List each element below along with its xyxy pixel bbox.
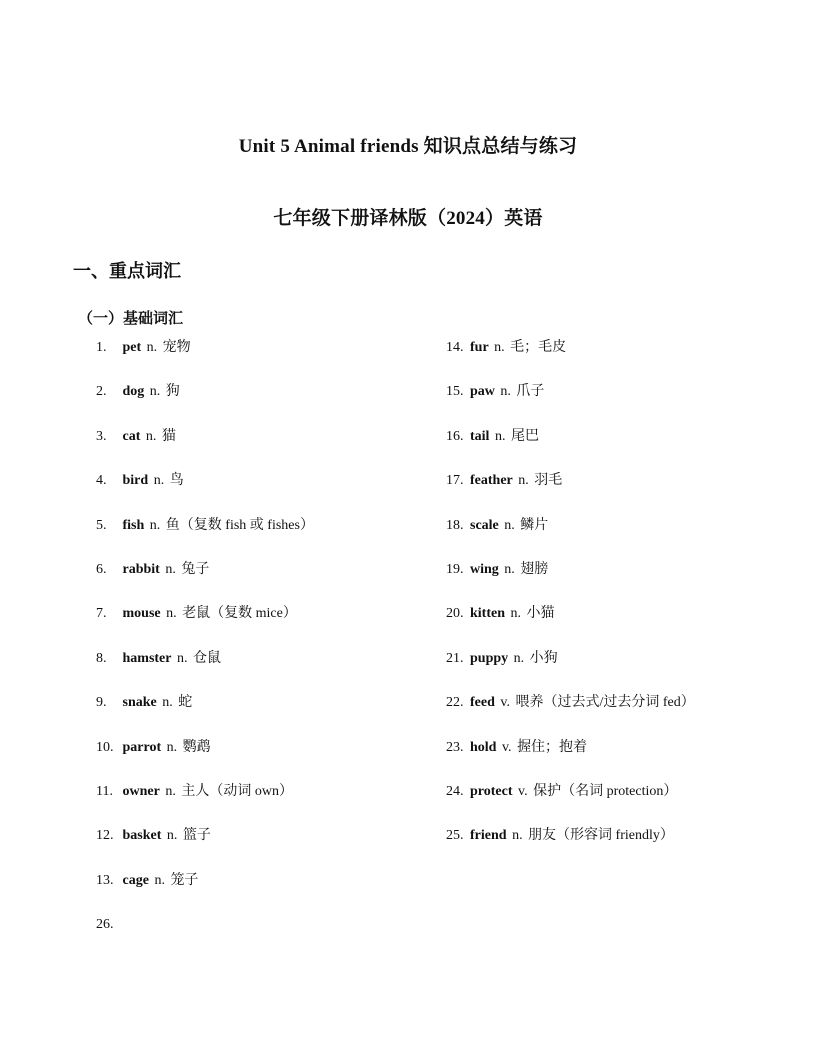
vocab-part-of-speech: n. bbox=[512, 828, 523, 844]
vocab-part-of-speech: n. bbox=[494, 428, 506, 444]
vocab-part-of-speech: n. bbox=[510, 606, 521, 622]
vocab-part-of-speech: n. bbox=[165, 783, 176, 799]
vocab-word: paw bbox=[470, 384, 495, 400]
vocab-number: 20. bbox=[446, 606, 464, 622]
vocab-word: feed bbox=[470, 695, 495, 711]
vocab-word: friend bbox=[470, 828, 507, 844]
vocab-item bbox=[96, 649, 314, 693]
vocab-meaning: 篮子 bbox=[182, 828, 211, 844]
vocab-part-of-speech: n. bbox=[494, 340, 505, 355]
vocab-number: 5. bbox=[96, 517, 107, 533]
vocab-list-right bbox=[446, 338, 695, 871]
vocab-item bbox=[446, 649, 695, 693]
vocab-item bbox=[96, 826, 314, 870]
vocab-word: pet bbox=[122, 340, 142, 355]
vocab-number: 18. bbox=[446, 517, 464, 533]
vocab-word: rabbit bbox=[122, 561, 160, 577]
vocab-part-of-speech: n. bbox=[504, 517, 515, 533]
vocab-number: 21. bbox=[446, 650, 464, 666]
vocab-item bbox=[96, 604, 314, 648]
vocab-item bbox=[446, 782, 695, 826]
vocab-item bbox=[96, 915, 314, 959]
vocab-number: 9. bbox=[96, 695, 107, 711]
vocab-part-of-speech: n. bbox=[149, 384, 161, 400]
vocab-part-of-speech: n. bbox=[500, 384, 511, 400]
vocab-number: 19. bbox=[446, 561, 464, 577]
vocab-item bbox=[96, 427, 314, 471]
vocab-item bbox=[446, 471, 695, 515]
vocab-part-of-speech: n. bbox=[166, 606, 177, 622]
vocab-number: 8. bbox=[96, 650, 107, 666]
vocab-meaning: 小狗 bbox=[529, 650, 558, 666]
vocab-word: basket bbox=[122, 828, 162, 844]
vocab-meaning: 保护（名词 protection） bbox=[533, 783, 678, 799]
vocab-number: 23. bbox=[446, 739, 464, 755]
vocab-list-left bbox=[96, 338, 314, 959]
vocab-meaning: 宠物 bbox=[162, 340, 191, 355]
vocab-number: 1. bbox=[96, 340, 107, 355]
vocab-word: owner bbox=[122, 783, 160, 799]
vocab-item bbox=[446, 338, 695, 382]
vocab-word: hamster bbox=[122, 650, 172, 666]
vocab-word: kitten bbox=[470, 606, 505, 622]
vocab-word: bird bbox=[122, 473, 149, 489]
vocab-meaning: 笼子 bbox=[170, 872, 199, 888]
vocab-item bbox=[96, 471, 314, 515]
vocab-part-of-speech: v. bbox=[500, 695, 510, 711]
vocab-word: cat bbox=[122, 428, 141, 444]
vocab-item bbox=[96, 871, 314, 915]
vocab-number: 6. bbox=[96, 561, 107, 577]
vocab-number: 7. bbox=[96, 606, 107, 622]
vocab-number: 24. bbox=[446, 783, 464, 799]
vocab-item bbox=[446, 560, 695, 604]
vocab-part-of-speech: n. bbox=[513, 650, 525, 666]
document-subtitle: 七年级下册译林版（2024）英语 bbox=[273, 208, 543, 229]
vocab-part-of-speech: n. bbox=[145, 428, 157, 444]
vocab-meaning: 鸟 bbox=[169, 473, 184, 489]
vocab-meaning: 老鼠（复数 mice） bbox=[182, 606, 297, 622]
vocab-meaning: 鱼（复数 fish 或 fishes） bbox=[165, 517, 314, 533]
vocab-number: 10. bbox=[96, 739, 114, 755]
vocab-word: wing bbox=[470, 561, 499, 577]
section-heading: 一、重点词汇 bbox=[73, 261, 181, 281]
vocab-meaning: 尾巴 bbox=[510, 428, 539, 444]
vocab-meaning: 羽毛 bbox=[534, 473, 563, 489]
vocab-item bbox=[446, 826, 695, 870]
vocab-number: 26. bbox=[96, 917, 114, 933]
vocab-meaning: 鹦鹉 bbox=[182, 739, 211, 755]
vocab-item bbox=[96, 516, 314, 560]
vocab-word: hold bbox=[470, 739, 497, 755]
vocab-item bbox=[96, 693, 314, 737]
vocab-meaning: 小猫 bbox=[526, 606, 555, 622]
subsection-heading: （一）基础词汇 bbox=[78, 311, 184, 327]
vocab-word: puppy bbox=[470, 650, 509, 666]
vocab-part-of-speech: v. bbox=[518, 783, 528, 799]
vocab-word: parrot bbox=[122, 739, 162, 755]
vocab-meaning: 朋友（形容词 friendly） bbox=[528, 828, 674, 844]
vocab-item bbox=[96, 382, 314, 426]
vocab-number: 3. bbox=[96, 428, 107, 444]
vocab-number: 12. bbox=[96, 828, 114, 844]
vocab-word: scale bbox=[470, 517, 499, 533]
vocab-number: 13. bbox=[96, 872, 114, 888]
vocab-word: dog bbox=[122, 384, 145, 400]
vocab-meaning: 蛇 bbox=[178, 695, 193, 711]
document-title: Unit 5 Animal friends 知识点总结与练习 bbox=[238, 136, 578, 157]
vocab-part-of-speech: n. bbox=[177, 650, 188, 666]
vocab-meaning: 毛；毛皮 bbox=[510, 340, 567, 355]
vocab-word: feather bbox=[470, 473, 513, 489]
vocab-number: 4. bbox=[96, 473, 107, 489]
vocab-part-of-speech: v. bbox=[501, 739, 512, 755]
vocab-meaning: 爪子 bbox=[516, 384, 545, 400]
vocab-meaning: 翅膀 bbox=[520, 561, 549, 577]
vocab-word: fur bbox=[470, 340, 489, 355]
vocab-part-of-speech: n. bbox=[153, 473, 165, 489]
vocab-item bbox=[446, 604, 695, 648]
vocab-number: 2. bbox=[96, 384, 107, 400]
vocab-part-of-speech: n. bbox=[165, 561, 176, 577]
vocab-number: 15. bbox=[446, 384, 464, 400]
vocab-word: tail bbox=[470, 428, 490, 444]
vocab-part-of-speech: n. bbox=[149, 517, 161, 533]
vocab-item bbox=[96, 738, 314, 782]
vocab-item bbox=[446, 516, 695, 560]
vocab-item bbox=[446, 427, 695, 471]
vocab-meaning: 鳞片 bbox=[520, 517, 549, 533]
vocab-part-of-speech: n. bbox=[146, 340, 158, 355]
vocab-number: 25. bbox=[446, 828, 464, 844]
vocab-item bbox=[96, 560, 314, 604]
vocab-meaning: 狗 bbox=[165, 384, 180, 400]
vocab-part-of-speech: n. bbox=[504, 561, 515, 577]
vocab-meaning: 仓鼠 bbox=[193, 650, 221, 666]
vocab-word: mouse bbox=[122, 606, 161, 622]
vocab-part-of-speech: n. bbox=[166, 739, 178, 755]
vocab-number: 14. bbox=[446, 340, 464, 355]
vocab-number: 17. bbox=[446, 473, 464, 489]
vocab-meaning: 兔子 bbox=[181, 561, 210, 577]
vocab-part-of-speech: n. bbox=[518, 473, 529, 489]
vocab-word: fish bbox=[122, 517, 145, 533]
vocab-item bbox=[446, 382, 695, 426]
vocab-number: 16. bbox=[446, 428, 464, 444]
vocab-part-of-speech: n. bbox=[162, 695, 173, 711]
vocab-item bbox=[96, 338, 314, 382]
vocab-item bbox=[446, 693, 695, 737]
vocab-part-of-speech: n. bbox=[154, 872, 165, 888]
vocab-meaning: 握住；抱着 bbox=[517, 739, 588, 755]
vocab-number: 11. bbox=[96, 783, 113, 799]
vocab-part-of-speech: n. bbox=[166, 828, 178, 844]
vocab-item bbox=[446, 738, 695, 782]
vocab-meaning: 主人（动词 own） bbox=[181, 783, 293, 799]
vocab-word: cage bbox=[122, 872, 149, 888]
vocab-meaning: 猫 bbox=[161, 428, 176, 444]
vocab-item bbox=[96, 782, 314, 826]
vocab-word: protect bbox=[470, 783, 513, 799]
vocab-meaning: 喂养（过去式/过去分词 fed） bbox=[515, 695, 695, 711]
vocab-word: snake bbox=[122, 695, 157, 711]
vocab-number: 22. bbox=[446, 695, 464, 711]
